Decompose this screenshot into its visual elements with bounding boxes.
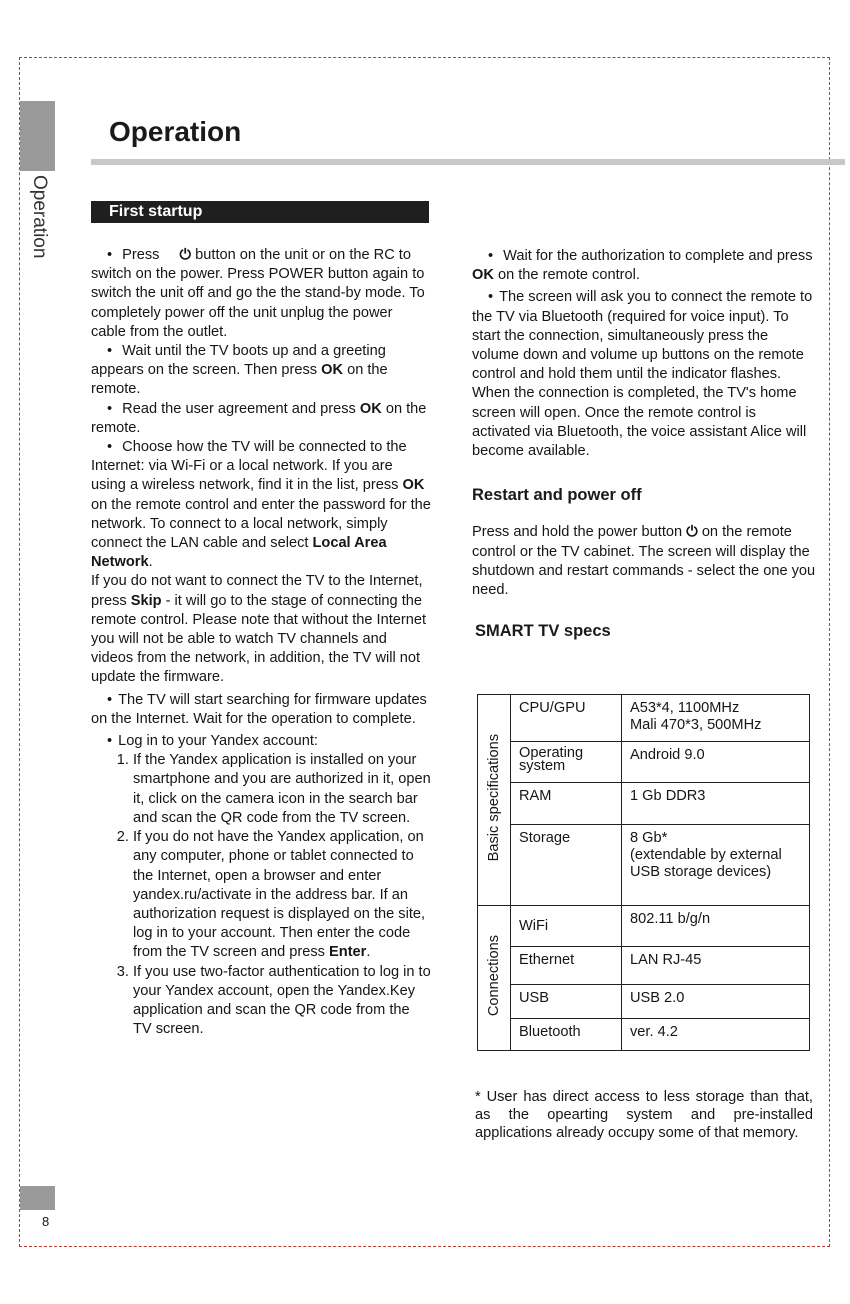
para-skip: If you do not want to connect the TV to the Internet, press Skip - it will go to the stage of connecting the remote control. Please note that without the Internet you will not be able to watch TV channels and videos from the network, in addition, the TV will not update the firmware. bbox=[91, 573, 427, 686]
bullet-bluetooth: • The screen will ask you to connect the remote to the TV via Bluetooth (required for voice input). To start the connection, simultaneously press the volume down and volume up buttons on the remote control and hold them until the indicator flashes. When the connection is completed, the TV's home screen will open. Once the remote control is activated via Bluetooth, the voice assistant Alice will become available. bbox=[472, 288, 817, 461]
login-step: 3. If you use two-factor authentication to log in to your Yandex account, open the Yandex.Key application and scan the QR code from the TV screen. bbox=[133, 963, 431, 1040]
side-tab-marker bbox=[20, 101, 55, 171]
section-title: First startup bbox=[91, 201, 429, 223]
page-marker bbox=[20, 1186, 55, 1210]
table-row bbox=[478, 742, 810, 783]
spec-label: WiFi bbox=[511, 906, 622, 947]
spec-value: Android 9.0 bbox=[622, 742, 810, 783]
left-column bbox=[91, 246, 431, 1039]
page-frame-bottom bbox=[19, 1246, 830, 1247]
login-step: 1. If the Yandex application is installed on your smartphone and you are authorized in it, open it, click on the camera icon in the search bar and scan the QR code from the TV screen. bbox=[133, 751, 431, 828]
power-icon: ⏻ bbox=[686, 524, 698, 541]
spec-label: USB bbox=[511, 985, 622, 1019]
table-row bbox=[478, 695, 810, 742]
specs-heading: SMART TV specs bbox=[475, 622, 611, 641]
table-row bbox=[478, 783, 810, 825]
table-row bbox=[478, 985, 810, 1019]
spec-label: Storage bbox=[511, 825, 622, 906]
bullet-firmware: • The TV will start searching for firmware updates on the Internet. Wait for the operation to complete. bbox=[91, 691, 431, 729]
title-rule bbox=[91, 159, 845, 165]
bullet-boot: • Wait until the TV boots up and a greeting appears on the screen. Then press OK on the remote. bbox=[91, 342, 431, 400]
page-number: 8 bbox=[42, 1214, 50, 1229]
restart-heading: Restart and power off bbox=[472, 486, 642, 505]
spec-label: Bluetooth bbox=[511, 1019, 622, 1051]
login-step: 2. If you do not have the Yandex application, on any computer, phone or tablet connected to the Internet, open a browser and enter yandex.ru/activate in the address bar. If an authorization request is displayed on the site, log in to your account. Then enter the code from the TV screen and press Enter. bbox=[133, 828, 431, 962]
spec-label: CPU/GPU bbox=[511, 695, 622, 742]
bullet-power: • Press ⏻ button on the unit or on the RC to switch on the power. Press POWER button again to switch the unit off and go the the stand-by mode. To completely power off the unit unplug the power cable from the outlet. bbox=[91, 246, 431, 342]
spec-value: LAN RJ-45 bbox=[622, 947, 810, 985]
spec-value: ver. 4.2 bbox=[622, 1019, 810, 1051]
restart-text: Press and hold the power button ⏻ on the remote control or the TV cabinet. The screen will display the shutdown and restart commands - select the one you need. bbox=[472, 524, 816, 599]
group-connections: Connections bbox=[478, 906, 511, 1051]
power-icon: ⏻ bbox=[179, 247, 192, 263]
bullet-agreement: • Read the user agreement and press OK on the remote. bbox=[91, 400, 431, 438]
spec-label: Ethernet bbox=[511, 947, 622, 985]
footnote: * User has direct access to less storage than that, as the opearting system and pre-installed applications already occupy some of that memory. bbox=[475, 1089, 813, 1141]
spec-value: 8 Gb* (extendable by external USB storage devices) bbox=[622, 825, 810, 906]
table-row bbox=[478, 947, 810, 985]
table-row bbox=[478, 825, 810, 906]
specs-table bbox=[477, 694, 810, 1051]
spec-label: Operating system bbox=[511, 742, 622, 783]
table-row bbox=[478, 906, 810, 947]
bullet-authorization: • Wait for the authorization to complete and press OK on the remote control. bbox=[472, 247, 817, 285]
spec-value: USB 2.0 bbox=[622, 985, 810, 1019]
table-row bbox=[478, 1019, 810, 1051]
spec-value: 802.11 b/g/n bbox=[622, 906, 810, 947]
login-steps bbox=[91, 751, 431, 1039]
spec-value: A53*4, 1100MHz Mali 470*3, 500MHz bbox=[622, 695, 810, 742]
page-title: Operation bbox=[109, 116, 242, 147]
bullet-login: • Log in to your Yandex account: bbox=[91, 732, 431, 751]
right-column bbox=[472, 247, 817, 641]
spec-label: RAM bbox=[511, 783, 622, 825]
group-basic: Basic specifications bbox=[478, 695, 511, 906]
spec-value: 1 Gb DDR3 bbox=[622, 783, 810, 825]
bullet-network: • Choose how the TV will be connected to the Internet: via Wi-Fi or a local network. If you are using a wireless network, find it in the list, press OK on the remote control and enter the password for the network. To connect to a local network, simply connect the LAN cable and select Local Area Network. bbox=[91, 438, 431, 572]
side-tab-label: Operation bbox=[29, 175, 50, 259]
